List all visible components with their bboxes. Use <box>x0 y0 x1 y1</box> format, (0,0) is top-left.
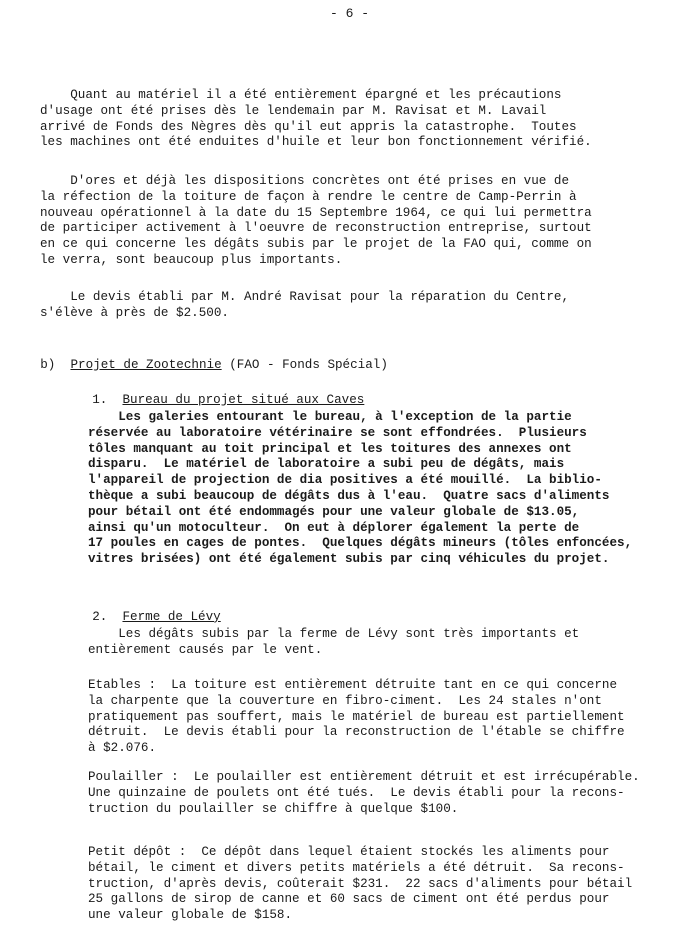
text-line: vitres brisées) ont été également subis par cinq véhicules du projet. <box>88 552 610 567</box>
text-line: disparu. Le matériel de laboratoire a subi peu de dégâts, mais <box>88 457 565 472</box>
paragraph-ferme-levy <box>88 627 579 659</box>
text-line: Le devis établi par M. André Ravisat pour la réparation du Centre, <box>40 290 570 304</box>
text-line: la réfection de la toiture de façon à rendre le centre de Camp-Perrin à <box>40 189 577 204</box>
text-line: en ce qui concerne les dégâts subis par le projet de la FAO qui, comme on <box>40 237 592 252</box>
paragraph-devis-centre <box>40 290 569 322</box>
page-number: - 6 - <box>329 6 369 21</box>
text-line: Les dégâts subis par la ferme de Lévy sont très importants et <box>88 627 580 641</box>
text-line: la charpente que la couverture en fibro-ciment. Les 24 stales n'ont <box>88 693 602 708</box>
text-line: Poulailler : Le poulailler est entièrement détruit et est irrécupérable. <box>88 770 640 784</box>
text-line: Les galeries entourant le bureau, à l'exception de la partie <box>88 410 572 424</box>
text-line: entièrement causés par le vent. <box>88 642 323 657</box>
text-line: les machines ont été enduites d'huile et leur bon fonctionnement vérifié. <box>40 135 592 150</box>
text-line: Petit dépôt : Ce dépôt dans lequel étaient stockés les aliments pour <box>88 845 610 859</box>
paragraph-dispositions <box>40 174 592 269</box>
subsection-1-number: 1. <box>92 392 108 407</box>
paragraph-etables <box>88 678 625 757</box>
text-line: une valeur globale de $158. <box>88 908 293 923</box>
paragraph-materiel <box>40 88 592 151</box>
text-line: nouveau opérationnel à la date du 15 Septembre 1964, ce qui lui permettra <box>40 205 592 220</box>
text-line: s'élève à près de $2.500. <box>40 305 229 320</box>
subsection-2-title: Ferme de Lévy <box>122 609 221 624</box>
subsection-2-number: 2. <box>92 609 108 624</box>
text-line: pratiquement pas souffert, mais le matériel de bureau est partiellement <box>88 709 625 724</box>
paragraph-bureau-projet <box>88 410 632 568</box>
text-line: à $2.076. <box>88 741 157 756</box>
paragraph-poulailler <box>88 770 640 817</box>
text-line: truction du poulailler se chiffre à quelque $100. <box>88 801 459 816</box>
text-line: ainsi qu'un motoculteur. On eut à déplorer également la perte de <box>88 520 580 535</box>
text-line: le verra, sont beaucoup plus importants. <box>40 252 343 267</box>
text-line: Etables : La toiture est entièrement détruite tant en ce qui concerne <box>88 678 618 692</box>
text-line: bétail, le ciment et divers petits matériels a été détruit. Sa recons- <box>88 860 625 875</box>
text-line: 17 poules en cages de pontes. Quelques dégâts mineurs (tôles enfoncées, <box>88 536 633 551</box>
section-b-title: Projet de Zootechnie <box>70 357 222 372</box>
section-b-prefix: b) <box>40 357 56 372</box>
text-line: d'usage ont été prises dès le lendemain par M. Ravisat et M. Lavail <box>40 103 547 118</box>
text-line: détruit. Le devis établi pour la reconstruction de l'étable se chiffre <box>88 725 625 740</box>
subsection-1-title: Bureau du projet situé aux Caves <box>122 392 365 407</box>
paragraph-petit-depot <box>88 845 632 924</box>
text-line: D'ores et déjà les dispositions concrètes ont été prises en vue de <box>40 174 570 188</box>
text-line: thèque a subi beaucoup de dégâts dus à l'eau. Quatre sacs d'aliments <box>88 488 610 503</box>
text-line: Quant au matériel il a été entièrement épargné et les précautions <box>40 88 562 102</box>
text-line: pour bétail ont été endommagés pour une valeur globale de $13.05, <box>88 504 580 519</box>
text-line: truction, d'après devis, coûterait $231. 22 sacs d'aliments pour bétail <box>88 876 633 891</box>
text-line: de participer activement à l'oeuvre de reconstruction entreprise, surtout <box>40 221 592 236</box>
text-line: tôles manquant au toit principal et les toitures des annexes ont <box>88 441 572 456</box>
text-line: 25 gallons de sirop de canne et 60 sacs de ciment ont été perdus pour <box>88 892 610 907</box>
text-line: réservée au laboratoire vétérinaire se sont effondrées. Plusieurs <box>88 425 587 440</box>
text-line: Une quinzaine de poulets ont été tués. Le devis établi pour la recons- <box>88 785 625 800</box>
text-line: arrivé de Fonds des Nègres dès qu'il eut appris la catastrophe. Toutes <box>40 119 577 134</box>
section-b-suffix: (FAO - Fonds Spécial) <box>221 357 388 372</box>
text-line: l'appareil de projection de dia positives a été mouillé. La biblio- <box>88 473 602 488</box>
